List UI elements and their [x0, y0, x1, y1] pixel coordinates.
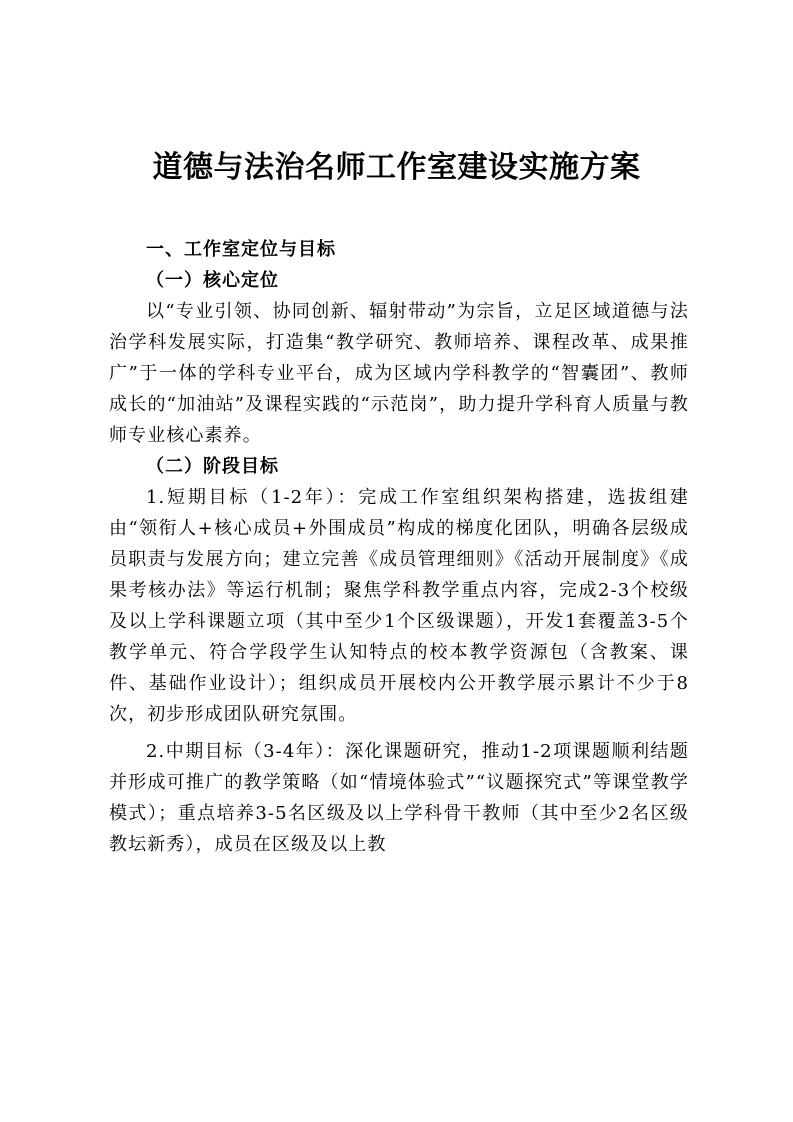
paragraph-short-term-goals: 1.短期目标（1-2年）：完成工作室组织架构搭建，选拔组建由“领衔人+核心成员+外围成员”构成的梯度化团队，明确各层级成员职责与发展方向；建立完善《成员管理细则》《活动开展制度》《成果考核办法》等运行机制；聚焦学科教学重点内容，完成2-3个校级及以上学科课题立项（其中至少1个区级课题），开发1套覆盖3-5个教学单元、符合学段学生认知特点的校本教学资源包（含教案、课件、基础作业设计）；组织成员开展校内公开教学展示累计不少于8次，初步形成团队研究氛围。: [109, 487, 689, 725]
subsection-heading-stage-goals: （二）阶段目标: [146, 456, 279, 477]
document-title: 道德与法治名师工作室建设实施方案: [152, 150, 641, 185]
paragraph-core-positioning: 以“专业引领、协同创新、辐射带动”为宗旨，立足区域道德与法治学科发展实际，打造集“教学研究、教师培养、课程改革、成果推广”于一体的学科专业平台，成为区域内学科教学的“智囊团”、教师成长的“加油站”及课程实践的“示范岗”，助力提升学科育人质量与教师专业核心素养。: [109, 301, 689, 446]
paragraph-mid-term-goals: 2.中期目标（3-4年）：深化课题研究，推动1-2项课题顺利结题并形成可推广的教学策略（如“情境体验式”“议题探究式”等课堂教学模式）；重点培养3-5名区级及以上学科骨干教师（其中至少2名区级教坛新秀），成员在区级及以上教: [109, 741, 689, 855]
subsection-heading-core-positioning: （一）核心定位: [146, 270, 279, 291]
document-body: [109, 234, 689, 860]
section-heading-positioning-goals: 一、工作室定位与目标: [146, 239, 336, 260]
